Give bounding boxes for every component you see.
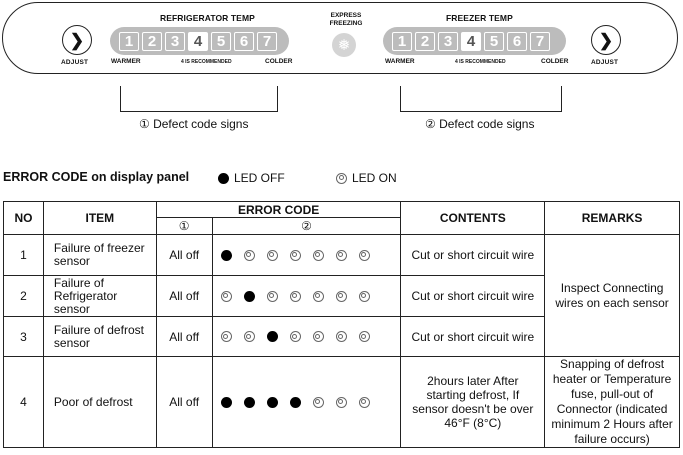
led-off-icon [244, 291, 255, 302]
chevron-right-icon: ❯ [69, 30, 85, 50]
legend-title: ERROR CODE on display panel [3, 170, 190, 184]
snowflake-icon: ❅ [337, 36, 351, 54]
led-on-icon [290, 250, 301, 261]
remarks-sensor-wiring: Inspect Connecting wires on each sensor [545, 235, 680, 357]
refrigerator-temp-level-7: 7 [257, 32, 277, 51]
led-off-icon [267, 331, 278, 342]
freezer-colder-label: COLDER [541, 58, 569, 65]
freezer-warmer-label: WARMER [385, 58, 415, 65]
refrigerator-temp-level-2: 2 [142, 32, 162, 51]
chevron-right-icon: ❯ [598, 30, 614, 50]
led-on-icon [359, 250, 370, 261]
control-panel [2, 2, 678, 74]
led-on-icon [221, 331, 232, 342]
refrigerator-temp-level-6: 6 [234, 32, 254, 51]
refrigerator-temp-level-1: 1 [119, 32, 139, 51]
refrigerator-temp-level-3: 3 [165, 32, 185, 51]
led-off-icon [221, 397, 232, 408]
table-row: 4 Poor of defrost All off 2hours later After starting defrost, If sensor doesn't be over 46°F (8°C) Snapping of defrost heater or Temperature fuse, pull-out of Connector (indicated minimum 2 Hours after failure occurs) [4, 357, 680, 448]
defect-code-bracket-1 [120, 86, 278, 112]
freezer-temp-level-4: 4 [461, 32, 481, 51]
led-pattern [212, 276, 401, 317]
header-remarks: REMARKS [545, 202, 680, 235]
led-pattern [212, 317, 401, 357]
error-code-table [3, 201, 680, 448]
freezer-temp-level-3: 3 [438, 32, 458, 51]
led-on-icon [313, 397, 324, 408]
led-on-icon [244, 331, 255, 342]
freezer-temp-level-1: 1 [392, 32, 412, 51]
led-off-icon [290, 397, 301, 408]
header-code-2: ② [212, 218, 401, 235]
led-off-icon [267, 397, 278, 408]
refrigerator-temp-level-4: 4 [188, 32, 208, 51]
header-item: ITEM [43, 202, 156, 235]
defect-code-label-1: ① Defect code signs [139, 117, 249, 131]
led-pattern [212, 357, 401, 448]
refrigerator-temp-selector [110, 27, 289, 55]
table-row: 2 Failure of Refrigerator sensor All off Cut or short circuit wire [4, 276, 680, 317]
header-no: NO [4, 202, 44, 235]
refrigerator-recommended-label: 4 IS RECOMMENDED [181, 59, 232, 65]
led-off-icon [221, 250, 232, 261]
led-on-icon [290, 291, 301, 302]
led-on-icon [336, 291, 347, 302]
led-on-icon [313, 331, 324, 342]
led-on-icon [359, 331, 370, 342]
freezer-temp-level-5: 5 [484, 32, 504, 51]
left-adjust-label: ADJUST [61, 59, 89, 66]
led-on-icon [221, 291, 232, 302]
freezer-recommended-label: 4 IS RECOMMENDED [455, 59, 506, 65]
header-code-1: ① [156, 218, 212, 235]
led-on-icon [267, 250, 278, 261]
led-on-icon [313, 250, 324, 261]
express-freezing-label: EXPRESS FREEZING [329, 12, 363, 27]
led-on-icon [313, 291, 324, 302]
refrigerator-adjust-button[interactable] [62, 25, 92, 55]
led-off-icon [218, 173, 229, 184]
freezer-temp-title: FREEZER TEMP [446, 13, 513, 23]
freezer-temp-selector [383, 27, 566, 55]
express-freezing-button[interactable] [332, 33, 356, 57]
led-on-icon [267, 291, 278, 302]
led-on-icon [336, 173, 347, 184]
led-on-icon [336, 397, 347, 408]
led-on-icon [359, 397, 370, 408]
led-on-icon [336, 250, 347, 261]
right-adjust-label: ADJUST [591, 59, 619, 66]
led-pattern [212, 235, 401, 276]
header-contents: CONTENTS [401, 202, 545, 235]
led-on-icon [359, 291, 370, 302]
refrigerator-warmer-label: WARMER [111, 58, 141, 65]
refrigerator-colder-label: COLDER [265, 58, 293, 65]
led-on-icon [336, 331, 347, 342]
table-row: 1 Failure of freezer sensor All off Cut or short circuit wire Inspect Connecting wires on each sensor [4, 235, 680, 276]
led-off-icon [244, 397, 255, 408]
freezer-adjust-button[interactable] [591, 25, 621, 55]
freezer-temp-level-2: 2 [415, 32, 435, 51]
freezer-temp-level-7: 7 [530, 32, 550, 51]
legend-led-on: LED ON [336, 171, 397, 185]
refrigerator-temp-title: REFRIGERATOR TEMP [160, 13, 255, 23]
table-row: 3 Failure of defrost sensor All off Cut or short circuit wire [4, 317, 680, 357]
freezer-temp-level-6: 6 [507, 32, 527, 51]
led-on-icon [290, 331, 301, 342]
refrigerator-temp-level-5: 5 [211, 32, 231, 51]
led-on-icon [244, 250, 255, 261]
defect-code-bracket-2 [400, 86, 562, 112]
defect-code-label-2: ② Defect code signs [425, 117, 535, 131]
legend-led-off: LED OFF [218, 171, 285, 185]
header-error-code: ERROR CODE [156, 202, 401, 218]
